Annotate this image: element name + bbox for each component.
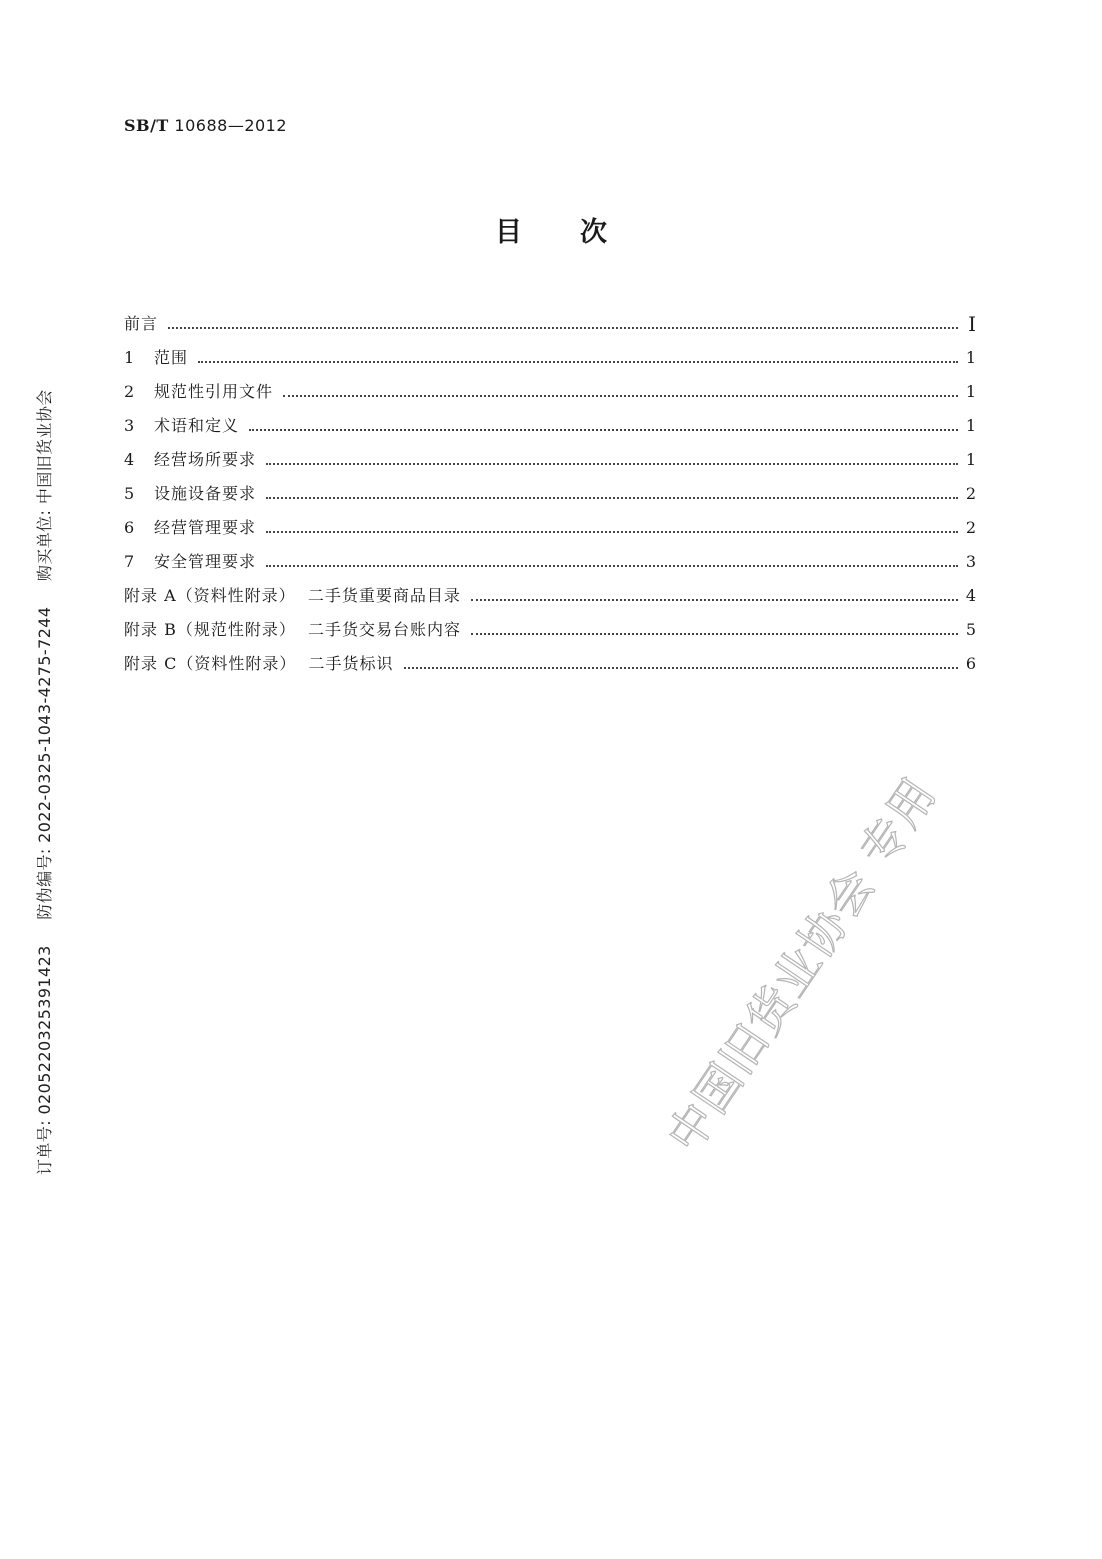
dot-leader <box>404 666 958 669</box>
dot-leader <box>471 598 958 601</box>
toc-entry-page: 1 <box>965 416 976 435</box>
toc-entry-label: 附录 A（资料性附录） 二手货重要商品目录 <box>124 586 461 605</box>
toc-entry-7[interactable] <box>124 538 976 572</box>
toc-entry-number: 3 <box>124 416 135 435</box>
toc-entry-page: 1 <box>965 382 976 401</box>
toc-entry-page: 2 <box>965 484 976 503</box>
dot-leader <box>471 632 958 635</box>
purchasing-unit: 购买单位: 中国旧货业协会 <box>35 389 54 582</box>
standard-prefix: SB/T <box>124 116 169 135</box>
toc-entry-label: 范围 <box>154 348 189 367</box>
toc-entry-number: 6 <box>124 518 135 537</box>
toc-entry-page: 1 <box>965 450 976 469</box>
toc-entry-page: I <box>968 312 976 336</box>
table-of-contents <box>124 300 976 674</box>
dot-leader <box>266 496 958 499</box>
toc-entry-page: 6 <box>965 654 976 673</box>
toc-entry-label: 前言 <box>124 314 159 333</box>
toc-entry-label: 经营场所要求 <box>154 450 257 469</box>
toc-entry-page: 3 <box>965 552 976 571</box>
toc-entry-label: 安全管理要求 <box>154 552 257 571</box>
toc-entry-annex-c[interactable] <box>124 640 976 674</box>
toc-entry-1[interactable] <box>124 334 976 368</box>
standard-code <box>124 116 287 135</box>
toc-entry-number: 5 <box>124 484 135 503</box>
toc-entry-label: 附录 B（规范性附录） 二手货交易台账内容 <box>124 620 462 639</box>
toc-entry-preface[interactable] <box>124 300 976 334</box>
watermark: 中国旧货业协会 专用 <box>656 767 947 1162</box>
dot-leader <box>283 394 958 397</box>
toc-entry-3[interactable] <box>124 402 976 436</box>
toc-entry-page: 5 <box>965 620 976 639</box>
toc-entry-annex-b[interactable] <box>124 606 976 640</box>
toc-entry-label: 附录 C（资料性附录） 二手货标识 <box>124 654 394 673</box>
toc-entry-label: 规范性引用文件 <box>154 382 274 401</box>
order-number: 订单号: 0205220325391423 <box>35 945 54 1175</box>
toc-entry-page: 2 <box>965 518 976 537</box>
dot-leader <box>249 428 958 431</box>
toc-entry-number: 1 <box>124 348 135 367</box>
toc-entry-number: 4 <box>124 450 135 469</box>
toc-entry-6[interactable] <box>124 504 976 538</box>
dot-leader <box>266 530 958 533</box>
dot-leader <box>266 564 958 567</box>
dot-leader <box>198 360 958 363</box>
toc-entry-number: 2 <box>124 382 135 401</box>
toc-entry-label: 经营管理要求 <box>154 518 257 537</box>
toc-entry-2[interactable] <box>124 368 976 402</box>
toc-entry-number: 7 <box>124 552 135 571</box>
standard-number: 10688—2012 <box>174 116 288 135</box>
toc-title: 目次 <box>495 217 665 248</box>
dot-leader <box>266 462 958 465</box>
dot-leader <box>168 326 958 329</box>
toc-entry-page: 1 <box>965 348 976 367</box>
anti-counterfeit-number: 防伪编号: 2022-0325-1043-4275-7244 <box>35 606 54 920</box>
toc-entry-label: 设施设备要求 <box>154 484 257 503</box>
toc-entry-annex-a[interactable] <box>124 572 976 606</box>
toc-entry-page: 4 <box>965 586 976 605</box>
toc-entry-4[interactable] <box>124 436 976 470</box>
toc-entry-5[interactable] <box>124 470 976 504</box>
purchase-stamp <box>32 369 55 1175</box>
toc-entry-label: 术语和定义 <box>154 416 240 435</box>
